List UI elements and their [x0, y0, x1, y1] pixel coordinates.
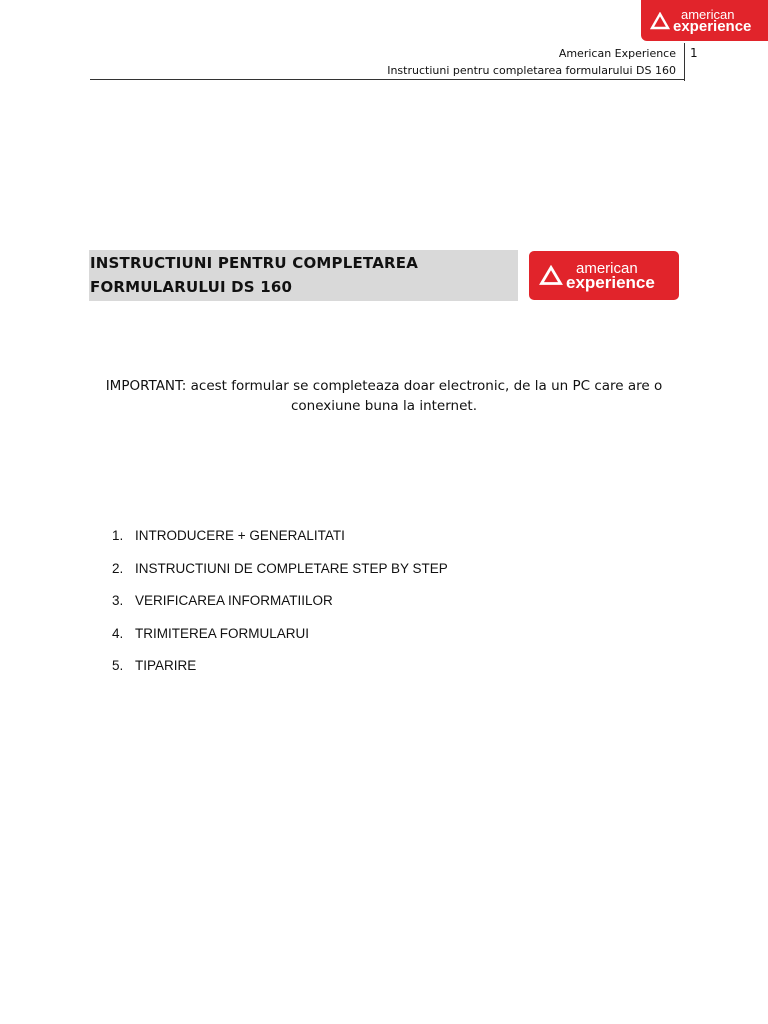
document-title-line-2: FORMULARULUI DS 160 — [90, 278, 293, 296]
toc-item-number: 5. — [112, 658, 124, 674]
notice-line-2: conexiune buna la internet. — [291, 398, 477, 414]
page-number: 1 — [690, 46, 698, 60]
important-notice — [90, 376, 678, 416]
document-title-box — [89, 250, 518, 301]
running-header — [90, 43, 684, 80]
brand-logo-title — [529, 251, 679, 300]
toc-item — [112, 561, 448, 594]
table-of-contents — [112, 528, 448, 691]
header-divider — [684, 43, 685, 81]
notice-line-1: IMPORTANT: acest formular se completeaza doar electronic, de la un PC care are o — [105, 378, 663, 394]
toc-item-number: 4. — [112, 625, 124, 641]
toc-item-label: INTRODUCERE + GENERALITATI — [135, 528, 345, 543]
toc-item-label: TIPARIRE — [135, 658, 197, 674]
triangle-logo-icon — [650, 12, 670, 30]
brand-logo-header — [641, 0, 768, 41]
toc-item-number: 1. — [112, 528, 124, 543]
logo-word-american: american — [681, 6, 735, 22]
toc-item — [112, 626, 448, 659]
toc-item — [112, 658, 448, 691]
toc-item — [112, 593, 448, 626]
toc-item-number: 2. — [112, 560, 124, 576]
toc-item-number: 3. — [112, 593, 124, 609]
header-company: American Experience — [558, 47, 676, 60]
logo-word-experience: experience — [566, 272, 655, 292]
triangle-logo-icon — [539, 265, 563, 286]
toc-item-label: TRIMITEREA FORMULARUI — [135, 625, 310, 641]
toc-item-label: VERIFICAREA INFORMATIILOR — [135, 593, 333, 609]
document-title-line-1: INSTRUCTIUNI PENTRU COMPLETAREA — [90, 254, 419, 272]
header-doc-title: Instructiuni pentru completarea formularului DS 160 — [387, 64, 676, 77]
toc-item — [112, 528, 448, 561]
logo-word-experience: experience — [673, 17, 752, 35]
toc-item-label: INSTRUCTIUNI DE COMPLETARE STEP BY STEP — [135, 560, 448, 576]
logo-word-american: american — [576, 259, 638, 277]
